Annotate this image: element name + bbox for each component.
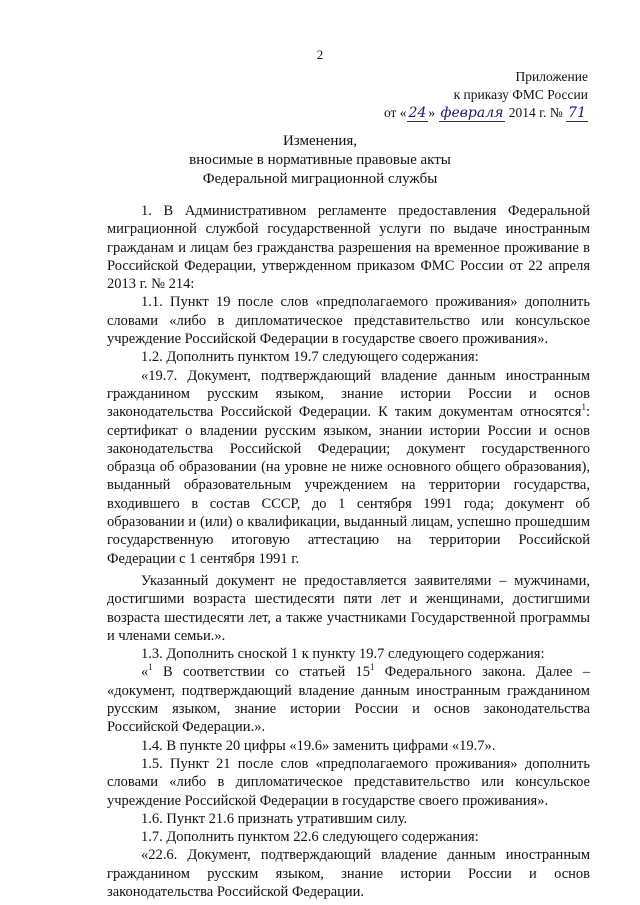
date-prefix: от « [383,105,407,120]
document-body [107,202,590,901]
handwritten-number: 71 [568,105,586,121]
date-year: 2014 г. № [505,105,567,120]
paragraph-1: 1. В Административном регламенте предоставления Федеральной миграционной службой государственной услуги по выдаче иностранным гражданам и лицам без гражданства разрешения на временное проживание в Российской Федерации, утвержденном приказом ФМС России от 22 апреля 2013 г. № 214: [107,203,590,293]
paragraph-1-6: 1.6. Пункт 21.6 признать утратившим силу. [141,810,408,827]
paragraph-19-7 [107,367,590,568]
document-title [0,132,640,189]
paragraph-footnote [107,663,590,736]
paragraph-1-2: 1.2. Дополнить пунктом 19.7 следующего содержания: [141,349,479,366]
title-line-3: Федеральной миграционной службы [202,171,438,187]
handwritten-month: февраля [440,105,504,121]
paragraph-1-3: 1.3. Дополнить сноской 1 к пункту 19.7 следующего содержания: [141,646,545,663]
paragraph-exemption: Указанный документ не предоставляется заявителями – мужчинами, достигшими возраста шестидесяти пяти лет и женщинами, достигшими возраста шестидесяти лет, а также участниками Государственной программы и членами семьи.». [107,572,590,644]
title-line-1: Изменения, [282,133,358,149]
footnote-text-a: В соответствии со статьей 15 [152,664,371,681]
footnote-text-b: Федерального закона. Далее – «документ, подтверждающий владение данным иностранным гражданином русским языком, знание истории России и основ законодательства Российской Федерации.». [107,664,590,736]
footnote-open-quote: « [141,664,149,681]
paragraph-22-6: «22.6. Документ, подтверждающий владение данным иностранным гражданином русским языком, знание истории России и основ законодательства Российской Федерации. [107,847,590,900]
article-superscript: 1 [370,662,375,673]
paragraph-19-7-text-a: «19.7. Документ, подтверждающий владение данным иностранным гражданином русским языком, знание истории России и основ законодательства Российской Федерации. К таким документам относятся [107,367,590,421]
paragraph-1-7: 1.7. Дополнить пунктом 22.6 следующего содержания: [141,829,479,846]
appendix-label: Приложение [515,69,588,84]
appendix-date-line [384,104,588,122]
appendix-header [384,68,588,122]
paragraph-1-4: 1.4. В пункте 20 цифры «19.6» заменить цифрами «19.7». [141,737,496,754]
handwritten-day: 24 [408,105,427,121]
appendix-order-ref: к приказу ФМС России [453,87,588,102]
title-line-2: вносимые в нормативные правовые акты [189,152,451,168]
paragraph-19-7-text-b: : сертификат о владении русским языком, знании истории России и основ законодательства Российской Федерации; документ государственного образца об образовании (на уровне не ниже основного общего образования), выданный образовательным учреждением на территории государства, входившего в состав СССР, до 1 сентября 1991 года; документ об образовании и (или) о квалификации, выданный лицам, успешно прошедшим государственную итоговую аттестацию на территории Российской Федерации с 1 сентября 1991 г. [107,404,590,567]
footnote-ref: 1 [581,402,586,413]
paragraph-1-1: 1.1. Пункт 19 после слов «предполагаемого проживания» дополнить словами «либо в дипломатическое представительство или консульское учреждение Российской Федерации в государстве своего проживания». [107,294,590,348]
footnote-mark: 1 [148,662,153,673]
page-number: 2 [316,47,324,62]
date-mid: » [428,105,439,120]
paragraph-1-5: 1.5. Пункт 21 после слов «предполагаемого проживания» дополнить словами «либо в дипломатическое представительство или консульское учреждение Российской Федерации в государстве своего проживания». [107,755,590,809]
